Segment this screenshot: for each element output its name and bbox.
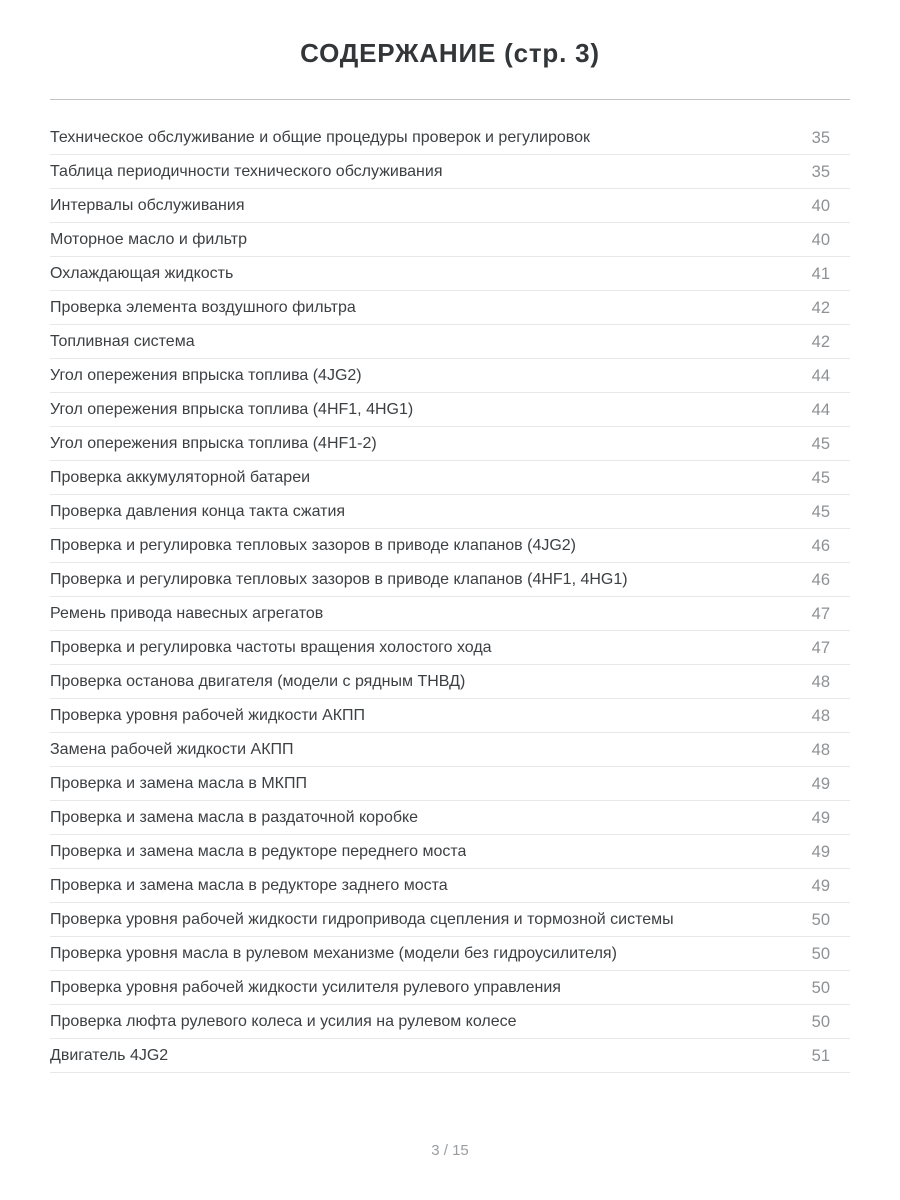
toc-entry-label: Проверка уровня рабочей жидкости усилителя рулевого управления	[50, 978, 561, 996]
toc-entry-label: Ремень привода навесных агрегатов	[50, 604, 324, 622]
toc-entry-label: Проверка аккумуляторной батареи	[50, 468, 311, 486]
toc-row[interactable]	[50, 903, 850, 937]
toc-entry-page: 42	[811, 332, 830, 351]
toc-entry-page: 45	[811, 502, 830, 521]
toc-entry-page: 50	[811, 910, 830, 929]
toc-row[interactable]	[50, 359, 850, 393]
toc-row[interactable]	[50, 631, 850, 665]
toc-entry-label: Проверка и замена масла в МКПП	[50, 774, 307, 792]
toc-row[interactable]	[50, 597, 850, 631]
toc-row[interactable]	[50, 529, 850, 563]
toc-row[interactable]	[50, 835, 850, 869]
toc-entry-page: 47	[811, 638, 830, 657]
toc-entry-label: Проверка и замена масла в редукторе переднего моста	[50, 842, 467, 860]
toc-row[interactable]	[50, 937, 850, 971]
toc-row[interactable]	[50, 393, 850, 427]
toc-entry-page: 49	[811, 876, 830, 895]
toc-row[interactable]	[50, 1005, 850, 1039]
toc-entry-page: 45	[811, 468, 830, 487]
toc-entry-label: Проверка уровня рабочей жидкости гидропривода сцепления и тормозной системы	[50, 910, 674, 928]
toc-row[interactable]	[50, 495, 850, 529]
toc-row[interactable]	[50, 189, 850, 223]
toc-entry-page: 50	[811, 978, 830, 997]
toc-entry-page: 48	[811, 672, 830, 691]
toc-entry-page: 40	[811, 196, 830, 215]
toc-row[interactable]	[50, 767, 850, 801]
toc-row[interactable]	[50, 427, 850, 461]
toc-entry-page: 50	[811, 944, 830, 963]
toc-entry-label: Интервалы обслуживания	[50, 196, 245, 214]
toc-row[interactable]	[50, 461, 850, 495]
toc-entry-label: Проверка люфта рулевого колеса и усилия на рулевом колесе	[50, 1012, 517, 1030]
toc-row[interactable]	[50, 971, 850, 1005]
toc-row[interactable]	[50, 121, 850, 155]
toc-row[interactable]	[50, 1039, 850, 1073]
toc-entry-page: 49	[811, 808, 830, 827]
toc-entry-label: Угол опережения впрыска топлива (4HF1-2)	[50, 434, 377, 452]
toc-row[interactable]	[50, 563, 850, 597]
toc-entry-page: 44	[811, 366, 830, 385]
toc-entry-page: 51	[811, 1046, 830, 1065]
toc-entry-label: Топливная система	[50, 332, 195, 350]
toc-entry-label: Проверка и замена масла в редукторе заднего моста	[50, 876, 448, 894]
toc-entry-page: 49	[811, 842, 830, 861]
toc-entry-page: 48	[811, 706, 830, 725]
toc-entry-label: Проверка останова двигателя (модели с рядным ТНВД)	[50, 672, 466, 690]
toc-row[interactable]	[50, 665, 850, 699]
toc-entry-label: Моторное масло и фильтр	[50, 230, 247, 248]
page-header	[50, 0, 850, 100]
toc-entry-page: 35	[811, 128, 830, 147]
toc-entry-label: Угол опережения впрыска топлива (4HF1, 4HG1)	[50, 400, 414, 418]
toc-row[interactable]	[50, 223, 850, 257]
toc-entry-page: 35	[811, 162, 830, 181]
toc-entry-page: 45	[811, 434, 830, 453]
toc-row[interactable]	[50, 325, 850, 359]
toc-entry-label: Проверка уровня масла в рулевом механизме (модели без гидроусилителя)	[50, 944, 617, 962]
toc-entry-label: Проверка уровня рабочей жидкости АКПП	[50, 706, 366, 724]
toc-row[interactable]	[50, 801, 850, 835]
toc-entry-page: 40	[811, 230, 830, 249]
toc-row[interactable]	[50, 257, 850, 291]
toc-entry-label: Проверка и регулировка тепловых зазоров в приводе клапанов (4HF1, 4HG1)	[50, 570, 628, 588]
toc-entry-label: Техническое обслуживание и общие процедуры проверок и регулировок	[50, 128, 590, 146]
toc-entry-page: 46	[811, 570, 830, 589]
page-title: СОДЕРЖАНИЕ (стр. 3)	[300, 38, 600, 68]
toc-entry-label: Проверка давления конца такта сжатия	[50, 502, 346, 520]
toc-row[interactable]	[50, 733, 850, 767]
toc-entry-label: Проверка и регулировка частоты вращения холостого хода	[50, 638, 492, 656]
toc-row[interactable]	[50, 869, 850, 903]
toc-entry-page: 42	[811, 298, 830, 317]
toc-entry-label: Двигатель 4JG2	[50, 1046, 169, 1064]
toc-list	[50, 121, 850, 1073]
toc-entry-page: 49	[811, 774, 830, 793]
toc-entry-page: 46	[811, 536, 830, 555]
toc-row[interactable]	[50, 291, 850, 325]
toc-row[interactable]	[50, 155, 850, 189]
toc-entry-label: Проверка и регулировка тепловых зазоров в приводе клапанов (4JG2)	[50, 536, 577, 554]
toc-row[interactable]	[50, 699, 850, 733]
toc-entry-label: Охлаждающая жидкость	[50, 264, 234, 282]
toc-entry-page: 47	[811, 604, 830, 623]
toc-entry-page: 50	[811, 1012, 830, 1031]
toc-entry-page: 44	[811, 400, 830, 419]
toc-entry-page: 41	[811, 264, 830, 283]
toc-entry-label: Замена рабочей жидкости АКПП	[50, 740, 294, 758]
toc-entry-label: Проверка и замена масла в раздаточной коробке	[50, 808, 419, 826]
toc-entry-page: 48	[811, 740, 830, 759]
toc-entry-label: Проверка элемента воздушного фильтра	[50, 298, 356, 316]
page-number-indicator: 3 / 15	[431, 1142, 469, 1159]
toc-entry-label: Угол опережения впрыска топлива (4JG2)	[50, 366, 362, 384]
toc-entry-label: Таблица периодичности технического обслуживания	[50, 162, 443, 180]
